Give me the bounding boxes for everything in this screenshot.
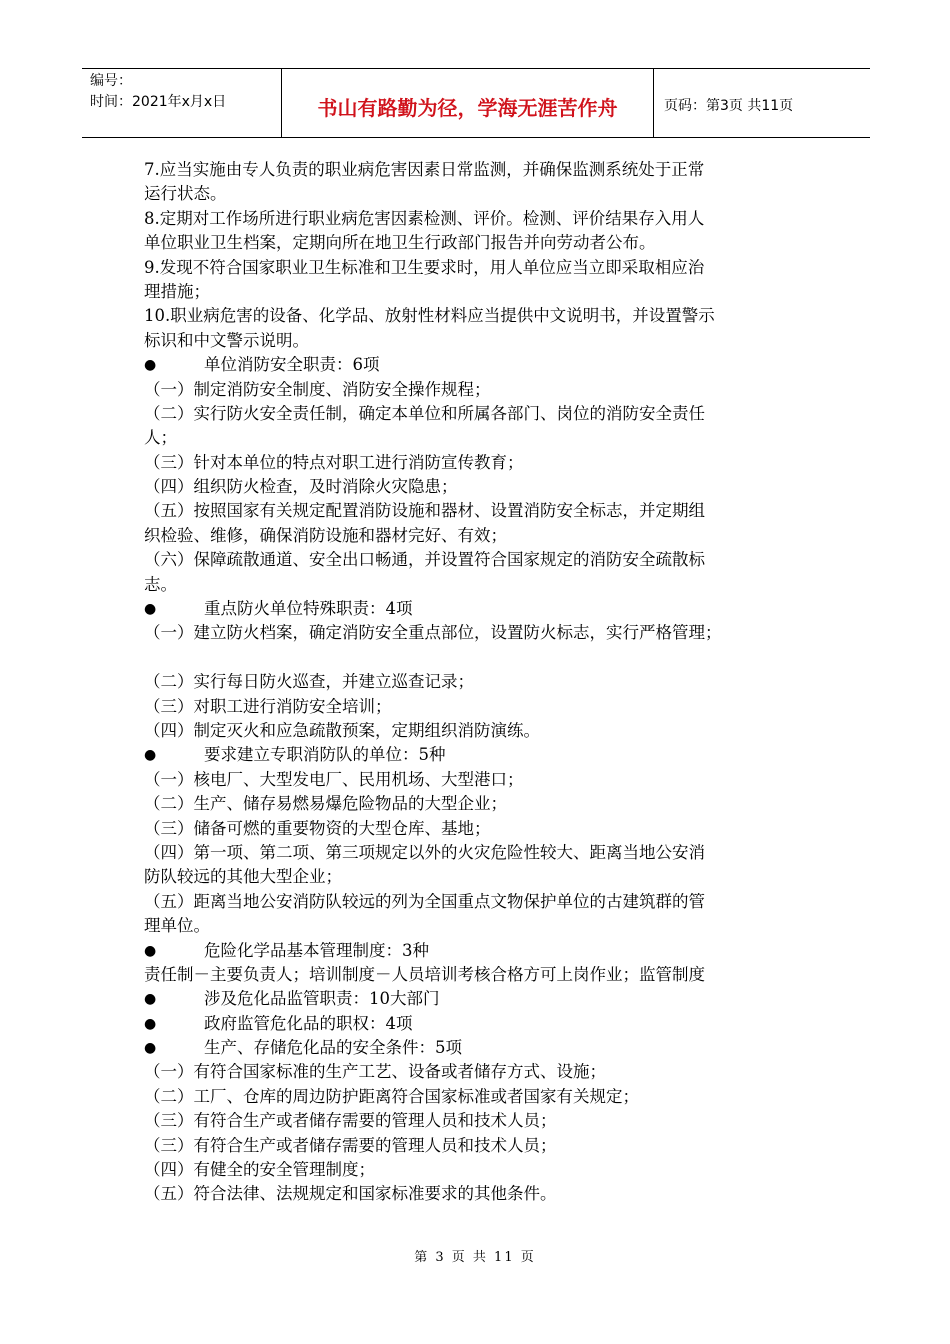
- text-line: 标识和中文警示说明。: [144, 330, 309, 350]
- text-line: （二）生产、储存易燃易爆危险物品的大型企业；: [144, 794, 507, 814]
- text-line: （四）组织防火检查，及时消除火灾隐患；: [144, 477, 458, 497]
- text-line: （三）有符合生产或者储存需要的管理人员和技术人员；: [144, 1111, 557, 1131]
- text-line: （六）保障疏散通道、安全出口畅通，并设置符合国家规定的消防安全疏散标: [144, 550, 705, 570]
- text-line: （三）对职工进行消防安全培训；: [144, 696, 392, 716]
- text-line: 织检验、维修，确保消防设施和器材完好、有效；: [144, 525, 507, 545]
- bullet-icon: ●: [144, 357, 157, 374]
- text-line: 10.职业病危害的设备、化学品、放射性材料应当提供中文说明书，并设置警示: [144, 306, 715, 326]
- bullet-heading-text: 政府监管危化品的职权：4项: [204, 1013, 413, 1033]
- text-line: （五）距离当地公安消防队较远的列为全国重点文物保护单位的古建筑群的管: [144, 891, 705, 911]
- text-line: 7.应当实施由专人负责的职业病危害因素日常监测，并确保监测系统处于正常: [144, 160, 705, 179]
- bullet-icon: ●: [144, 747, 157, 764]
- text-line: 8.定期对工作场所进行职业病危害因素检测、评价。检测、评价结果存入用人: [144, 208, 705, 228]
- text-line: （二）实行每日防火巡查，并建立巡查记录；: [144, 672, 474, 692]
- text-line: （二）实行防火安全责任制，确定本单位和所属各部门、岗位的消防安全责任: [144, 403, 705, 423]
- text-line: （三）储备可燃的重要物资的大型仓库、基地；: [144, 818, 491, 838]
- text-line: （三）针对本单位的特点对职工进行消防宣传教育；: [144, 452, 524, 472]
- bullet-heading-text: 危险化学品基本管理制度：3种: [204, 940, 429, 960]
- header-meta: [82, 69, 282, 137]
- text-line: 责任制－主要负责人；培训制度－人员培训考核合格方可上岗作业；监管制度: [144, 964, 705, 984]
- text-line: （四）有健全的安全管理制度；: [144, 1160, 375, 1180]
- bullet-heading: [144, 743, 809, 767]
- bullet-heading: [144, 1036, 809, 1060]
- bullet-icon: ●: [144, 1015, 157, 1032]
- text-line: （一）建立防火档案，确定消防安全重点部位，设置防火标志，实行严格管理；: [144, 623, 722, 643]
- page-header: [82, 68, 870, 138]
- text-line: 运行状态。: [144, 184, 227, 204]
- text-line: 单位职业卫生档案，定期向所在地卫生行政部门报告并向劳动者公布。: [144, 233, 656, 253]
- blank-line: [144, 646, 809, 670]
- document-time-label: 时间：2021年x月x日: [90, 94, 227, 110]
- text-line: （四）制定灭火和应急疏散预案，定期组织消防演练。: [144, 720, 540, 740]
- text-line: （五）符合法律、法规规定和国家标准要求的其他条件。: [144, 1184, 557, 1204]
- bullet-heading-text: 涉及危化品监管职责：10大部门: [204, 989, 440, 1009]
- header-motto: 书山有路勤为径，学海无涯苦作舟: [282, 69, 654, 137]
- text-line: 理单位。: [144, 916, 210, 936]
- text-line: （五）按照国家有关规定配置消防设施和器材、设置消防安全标志，并定期组: [144, 501, 705, 521]
- bullet-icon: ●: [144, 1040, 157, 1057]
- bullet-heading-text: 生产、存储危化品的安全条件：5项: [204, 1038, 462, 1058]
- bullet-heading-text: 重点防火单位特殊职责：4项: [204, 599, 413, 619]
- bullet-icon: ●: [144, 601, 157, 618]
- bullet-heading: [144, 1012, 809, 1036]
- text-line: （一）制定消防安全制度、消防安全操作规程；: [144, 379, 491, 399]
- document-number-label: 编号：: [90, 73, 132, 89]
- bullet-heading: [144, 353, 809, 377]
- text-line: 人；: [144, 428, 177, 448]
- bullet-heading-text: 单位消防安全职责：6项: [204, 355, 380, 375]
- text-line: （四）第一项、第二项、第三项规定以外的火灾危险性较大、距离当地公安消: [144, 842, 705, 862]
- text-line: 志。: [144, 574, 177, 594]
- text-line: （三）有符合生产或者储存需要的管理人员和技术人员；: [144, 1135, 557, 1155]
- bullet-heading: [144, 597, 809, 621]
- text-line: 9.发现不符合国家职业卫生标准和卫生要求时，用人单位应当立即采取相应治: [144, 257, 705, 277]
- text-line: 理措施；: [144, 281, 210, 301]
- text-line: （一）有符合国家标准的生产工艺、设备或者储存方式、设施；: [144, 1062, 606, 1082]
- bullet-icon: ●: [144, 942, 157, 959]
- header-page-info: 页码：第3页 共11页: [664, 98, 794, 114]
- text-line: 防队较远的其他大型企业；: [144, 867, 342, 887]
- document-body: [144, 158, 809, 1207]
- bullet-heading: [144, 987, 809, 1011]
- bullet-heading: [144, 939, 809, 963]
- bullet-heading-text: 要求建立专职消防队的单位：5种: [204, 745, 446, 765]
- page-footer: 第 3 页 共 11 页: [414, 1250, 536, 1265]
- bullet-icon: ●: [144, 991, 157, 1008]
- text-line: （一）核电厂、大型发电厂、民用机场、大型港口；: [144, 769, 524, 789]
- text-line: （二）工厂、仓库的周边防护距离符合国家标准或者国家有关规定；: [144, 1086, 639, 1106]
